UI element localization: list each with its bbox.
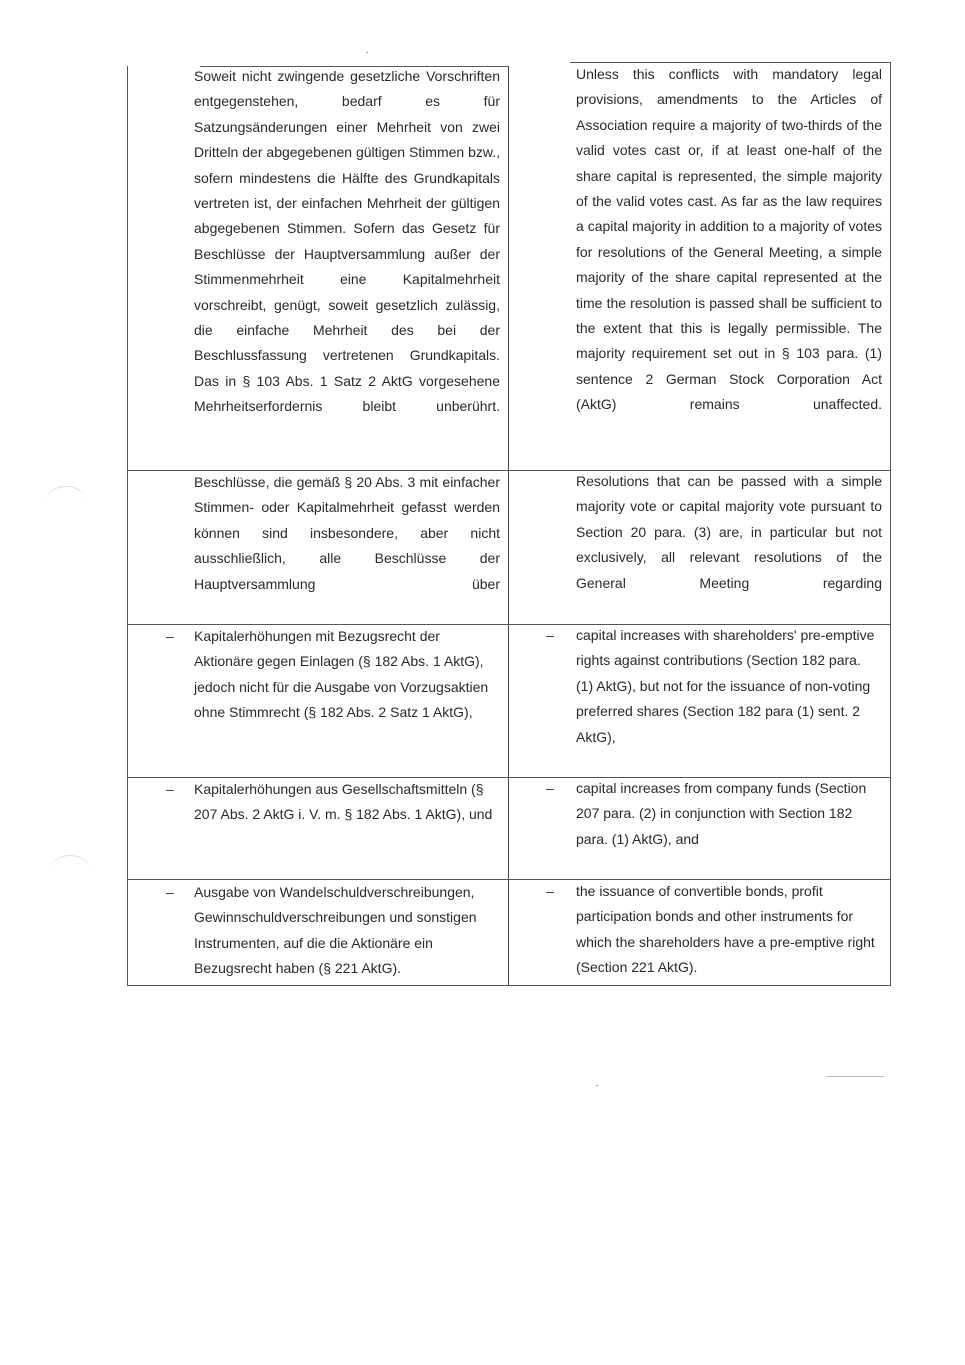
- clause-text-german: Soweit nicht zwingende gesetzliche Vorschriften entgegenstehen, bedarf es für Satzungsänderungen einer Mehrheit von zwei Dritteln der abgegebenen gültigen Stimmen bzw., sofern mindestens die Hälfte des Grundkapitals vertreten ist, der einfachen Mehrheit der gültigen abgegebenen Stimmen. Sofern das Gesetz für Beschlüsse der Hauptversammlung außer der Stimmenmehrheit eine Kapitalmehrheit vorschreibt, genügt, soweit gesetzlich zulässig, die einfache Mehrheit des bei der Beschlussfassung vertretenen Grundkapitals. Das in § 103 Abs. 1 Satz 2 AktG vorgesehene Mehrheitserfordernis bleibt unberührt.: [194, 68, 500, 415]
- table-cell-english: [576, 623, 876, 750]
- table-cell-english: [576, 469, 882, 596]
- list-item-english: capital increases with shareholders' pre-emptive rights against contributions (Section 182 para. (1) AktG), but not for the issuance of non-voting preferred shares (Section 182 para (1) sent. 2 AktG),: [576, 627, 875, 745]
- bullet-dash: –: [546, 780, 554, 796]
- list-item-german: Kapitalerhöhungen aus Gesellschaftsmitteln (§ 207 Abs. 2 AktG i. V. m. § 182 Abs. 1 AktG), und: [194, 781, 493, 823]
- scan-speck: [596, 1085, 598, 1086]
- bullet-dash: –: [546, 883, 554, 899]
- table-cell-german: [194, 880, 500, 982]
- bullet-dash: –: [166, 628, 174, 644]
- clause-text-english: Unless this conflicts with mandatory legal provisions, amendments to the Articles of Association require a majority of two-thirds of the valid votes cast or, if at least one-half of the share capital is represented, the simple majority of the valid votes cast. As far as the law requires a capital majority in addition to a majority of votes for resolutions of the General Meeting, a simple majority of the share capital represented at the time the resolution is passed shall be sufficient to the extent that this is legally permissible. The majority requirement set out in § 103 para. (1) sentence 2 German Stock Corporation Act (AktG) remains unaffected.: [576, 66, 882, 413]
- scan-mark: [826, 1076, 884, 1077]
- list-item-english: the issuance of convertible bonds, profit participation bonds and other instruments for which the shareholders have a pre-emptive right (Section 221 AktG).: [576, 883, 875, 976]
- list-item-german: Kapitalerhöhungen mit Bezugsrecht der Aktionäre gegen Einlagen (§ 182 Abs. 1 AktG), jedoch nicht für die Ausgabe von Vorzugsaktien ohne Stimmrecht (§ 182 Abs. 2 Satz 1 AktG),: [194, 628, 489, 721]
- table-right-border: [890, 62, 891, 986]
- punch-hole-mark: [46, 486, 86, 517]
- scan-speck: [366, 52, 368, 53]
- clause-text-german: Beschlüsse, die gemäß § 20 Abs. 3 mit einfacher Stimmen- oder Kapitalmehrheit gefasst werden können sind insbesondere, aber nicht ausschließlich, alle Beschlüsse der Hauptversammlung über: [194, 474, 500, 592]
- table-bottom-border: [127, 985, 890, 986]
- punch-hole-mark: [50, 855, 90, 886]
- clause-text-english: Resolutions that can be passed with a simple majority vote or capital majority vote pursuant to Section 20 para. (3) are, in particular but not exclusively, all relevant resolutions of the General Meeting regarding: [576, 473, 882, 591]
- table-column-divider: [508, 66, 509, 986]
- table-cell-english: [576, 776, 876, 852]
- table-cell-german: [194, 624, 500, 726]
- table-cell-english: [576, 879, 876, 981]
- bullet-dash: –: [546, 627, 554, 643]
- bullet-dash: –: [166, 884, 174, 900]
- table-cell-german: [194, 64, 500, 420]
- table-cell-german: [194, 470, 500, 597]
- table-cell-german: [194, 777, 500, 828]
- table-cell-english: [576, 62, 882, 418]
- list-item-english: capital increases from company funds (Section 207 para. (2) in conjunction with Section 182 para. (1) AktG), and: [576, 780, 867, 847]
- table-left-border: [127, 66, 128, 986]
- bullet-dash: –: [166, 781, 174, 797]
- list-item-german: Ausgabe von Wandelschuldverschreibungen, Gewinnschuldverschreibungen und sonstigen Instrumenten, auf die die Aktionäre ein Bezugsrecht haben (§ 221 AktG).: [194, 884, 477, 977]
